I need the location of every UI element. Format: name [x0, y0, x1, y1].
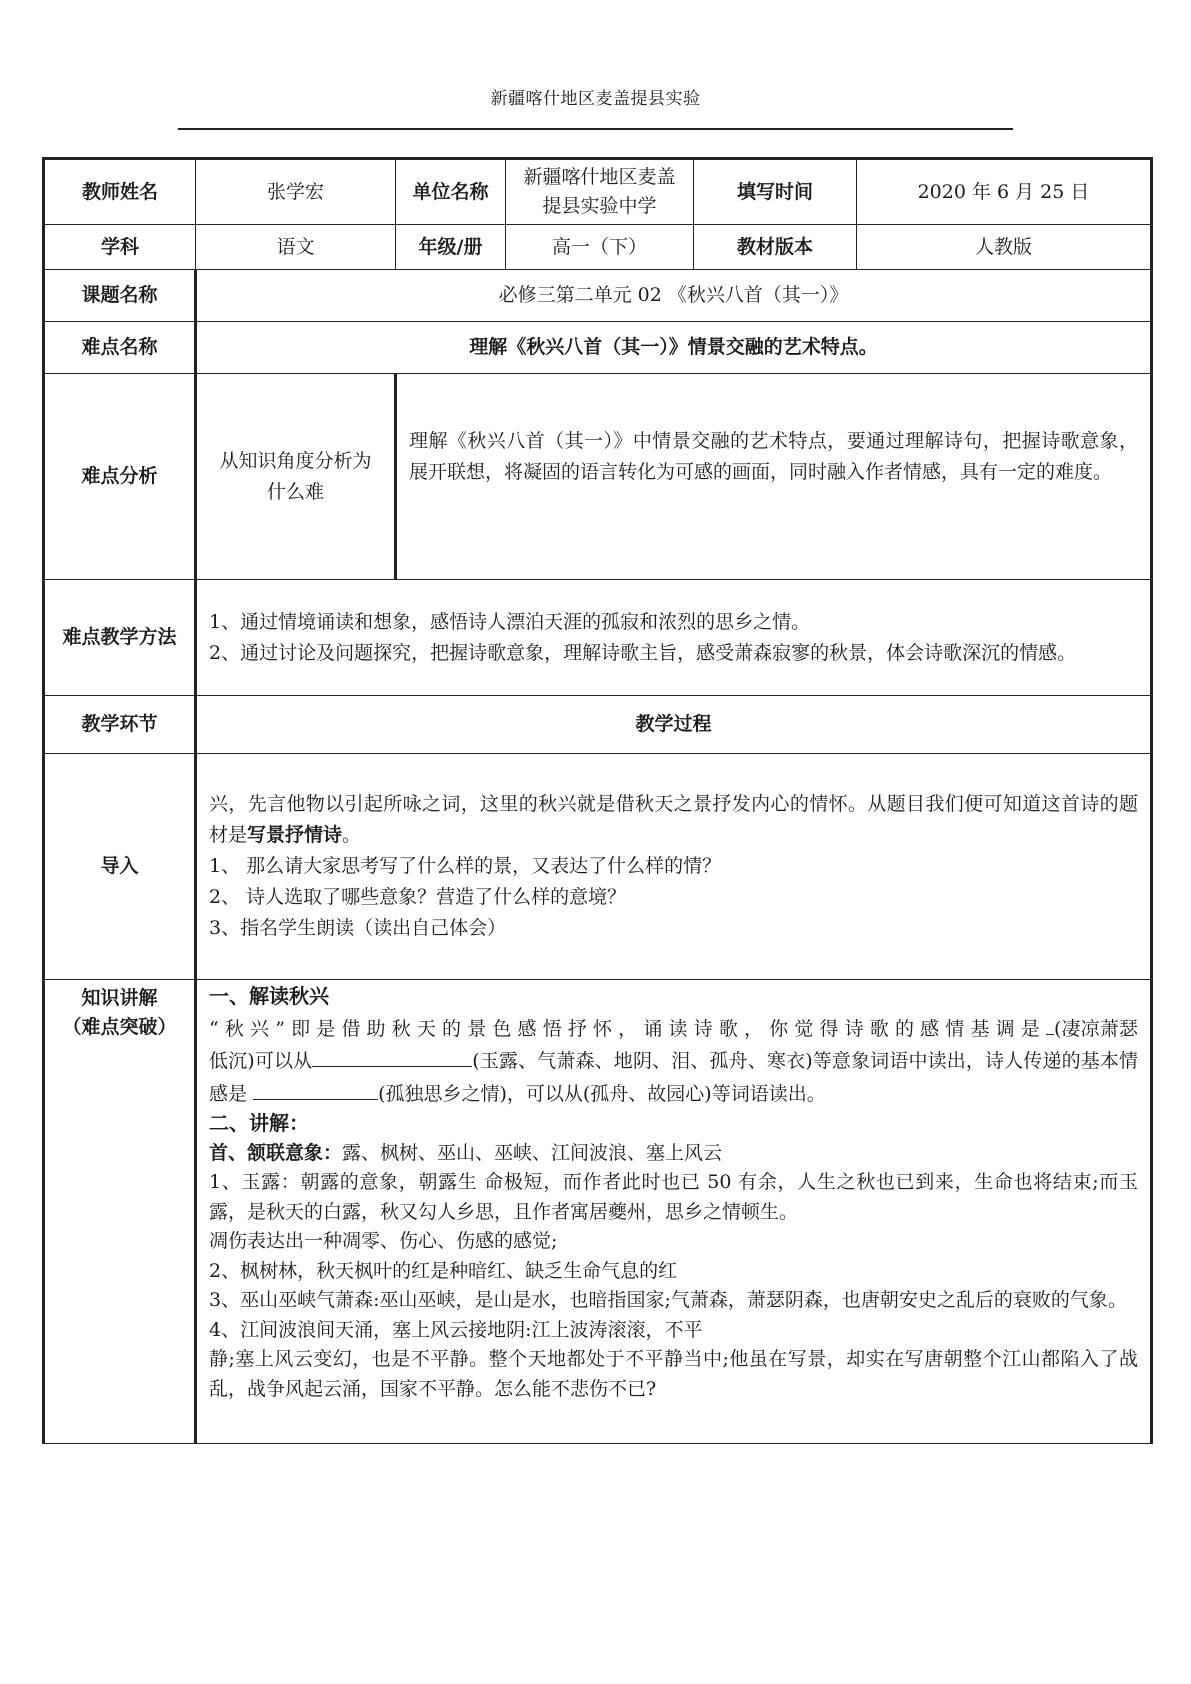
edition-label: 教材版本	[694, 225, 857, 270]
section-1-title: 一、解读秋兴	[209, 984, 329, 1008]
info-row-1	[44, 159, 1152, 225]
header-rule	[178, 128, 1013, 130]
analysis-sub-label: 从知识角度分析为什么难	[196, 374, 396, 580]
page-header: 新疆喀什地区麦盖提县实验	[490, 89, 701, 109]
method-cell	[196, 580, 1152, 696]
unit-label: 单位名称	[396, 159, 506, 225]
knowledge-label	[44, 980, 196, 1444]
lesson-form-table	[42, 157, 1153, 1444]
grade-value: 高一（下）	[506, 225, 694, 270]
grade-label: 年级/册	[396, 225, 506, 270]
blank-imagery	[312, 1044, 472, 1067]
section-1-text-d: (孤独思乡之情)，可以从(孤舟、故园心)等词语读出。	[378, 1082, 826, 1105]
section-2-subtitle	[209, 1139, 1138, 1169]
knowledge-label-line2: （难点突破）	[62, 1016, 177, 1038]
topic-label: 课题名称	[44, 270, 196, 322]
blank-tone	[1046, 1012, 1054, 1035]
intro-paragraph	[209, 789, 1138, 851]
point-4b: 静;塞上风云变幻，也是不平静。整个天地都处于不平静当中;他虽在写景，却实在写唐朝整个江山都陷入了战乱，战争风起云涌，国家不平静。怎么能不悲伤不已?	[209, 1348, 1138, 1400]
intro-text: 兴，先言他物以引起所咏之词，这里的秋兴就是借秋天之景抒发内心的情怀。从题目我们便可知道这首诗的题材是	[209, 793, 1138, 846]
section-1-paragraph	[209, 1012, 1138, 1110]
intro-question-2: 2、 诗人选取了哪些意象？营造了什么样的意境？	[209, 886, 627, 908]
teacher-label: 教师姓名	[44, 159, 196, 225]
analysis-text: 理解《秋兴八首（其一）》中情景交融的艺术特点，要通过理解诗句，把握诗歌意象，展开联想，将凝固的语言转化为可感的画面，同时融入作者情感，具有一定的难度。	[396, 374, 1152, 580]
process-header-row	[44, 696, 1152, 754]
date-label: 填写时间	[694, 159, 857, 225]
intro-question-1: 1、 那么请大家思考写了什么样的景，又表达了什么样的情？	[209, 855, 722, 877]
method-row	[44, 580, 1152, 696]
intro-row	[44, 754, 1152, 980]
section-2-subtitle-bold: 首、颔联意象：	[209, 1141, 343, 1164]
knowledge-cell	[196, 980, 1152, 1444]
point-3: 3、巫山巫峡气萧森:巫山巫峡，是山是水，也暗指国家;气萧森，萧瑟阴森，也唐朝安史之乱后的衰败的气象。	[209, 1289, 1127, 1311]
method-item-2: 2、通过讨论及问题探究，把握诗歌意象，理解诗歌主旨，感受萧森寂寥的秋景，体会诗歌深沉的情感。	[209, 641, 1077, 664]
topic-row	[44, 270, 1152, 322]
info-row-2	[44, 225, 1152, 270]
method-label: 难点教学方法	[44, 580, 196, 696]
difficulty-label: 难点名称	[44, 322, 196, 374]
analysis-row	[44, 374, 1152, 580]
stage-header: 教学环节	[44, 696, 196, 754]
unit-value: 新疆喀什地区麦盖提县实验中学	[506, 159, 694, 225]
intro-label: 导入	[44, 754, 196, 980]
topic-value: 必修三第二单元 02 《秋兴八首（其一）》	[196, 270, 1152, 322]
knowledge-row	[44, 980, 1152, 1444]
point-4a: 4、江间波浪间天涌，塞上风云接地阴:江上波涛滚滚，不平	[209, 1318, 703, 1341]
subject-label: 学科	[44, 225, 196, 270]
intro-text-end: 。	[342, 824, 362, 846]
intro-cell	[196, 754, 1152, 980]
section-2-title: 二、讲解：	[209, 1111, 309, 1135]
intro-question-3: 3、指名学生朗读（读出自己体会）	[209, 917, 507, 939]
section-2-subtitle-rest: 露、枫树、巫山、巫峡、江间波浪、塞上风云	[342, 1141, 723, 1164]
intro-bold-text: 写景抒情诗	[247, 824, 343, 846]
difficulty-value: 理解《秋兴八首（其一）》情景交融的艺术特点。	[196, 322, 1152, 374]
difficulty-row	[44, 322, 1152, 374]
subject-value: 语文	[196, 225, 396, 270]
blank-emotion	[253, 1077, 378, 1100]
point-1: 1、玉露：朝露的意象，朝露生 命极短，而作者此时也已 50 有余，人生之秋也已到来，生命也将结束;而玉露，是秋天的白露，秋又勾人乡思，且作者寓居夔州，思乡之情顿生。	[209, 1171, 1138, 1223]
section-1-text-b: (凄凉萧瑟低沉)可以从	[209, 1017, 1138, 1072]
teacher-value: 张学宏	[196, 159, 396, 225]
date-value: 2020 年 6 月 25 日	[857, 159, 1152, 225]
edition-value: 人教版	[857, 225, 1152, 270]
point-2: 2、枫树林，秋天枫叶的红是种暗红、缺乏生命气息的红	[209, 1259, 678, 1282]
knowledge-label-line1: 知识讲解	[81, 987, 158, 1009]
analysis-label: 难点分析	[44, 374, 196, 580]
method-item-1: 1、通过情境诵读和想象，感悟诗人漂泊天涯的孤寂和浓烈的思乡之情。	[209, 610, 811, 633]
section-1-text-c: (玉露、气萧森、地阴、泪、孤舟、寒衣)等意象词语中读出，诗人传递的基本情感是	[209, 1050, 1139, 1105]
process-header: 教学过程	[196, 696, 1152, 754]
point-1b: 凋伤表达出一种凋零、伤心、伤感的感觉;	[209, 1230, 558, 1252]
section-1-text-a: “秋兴”即是借助秋天的景色感悟抒怀，诵读诗歌，你觉得诗歌的感情基调是	[209, 1017, 1046, 1040]
